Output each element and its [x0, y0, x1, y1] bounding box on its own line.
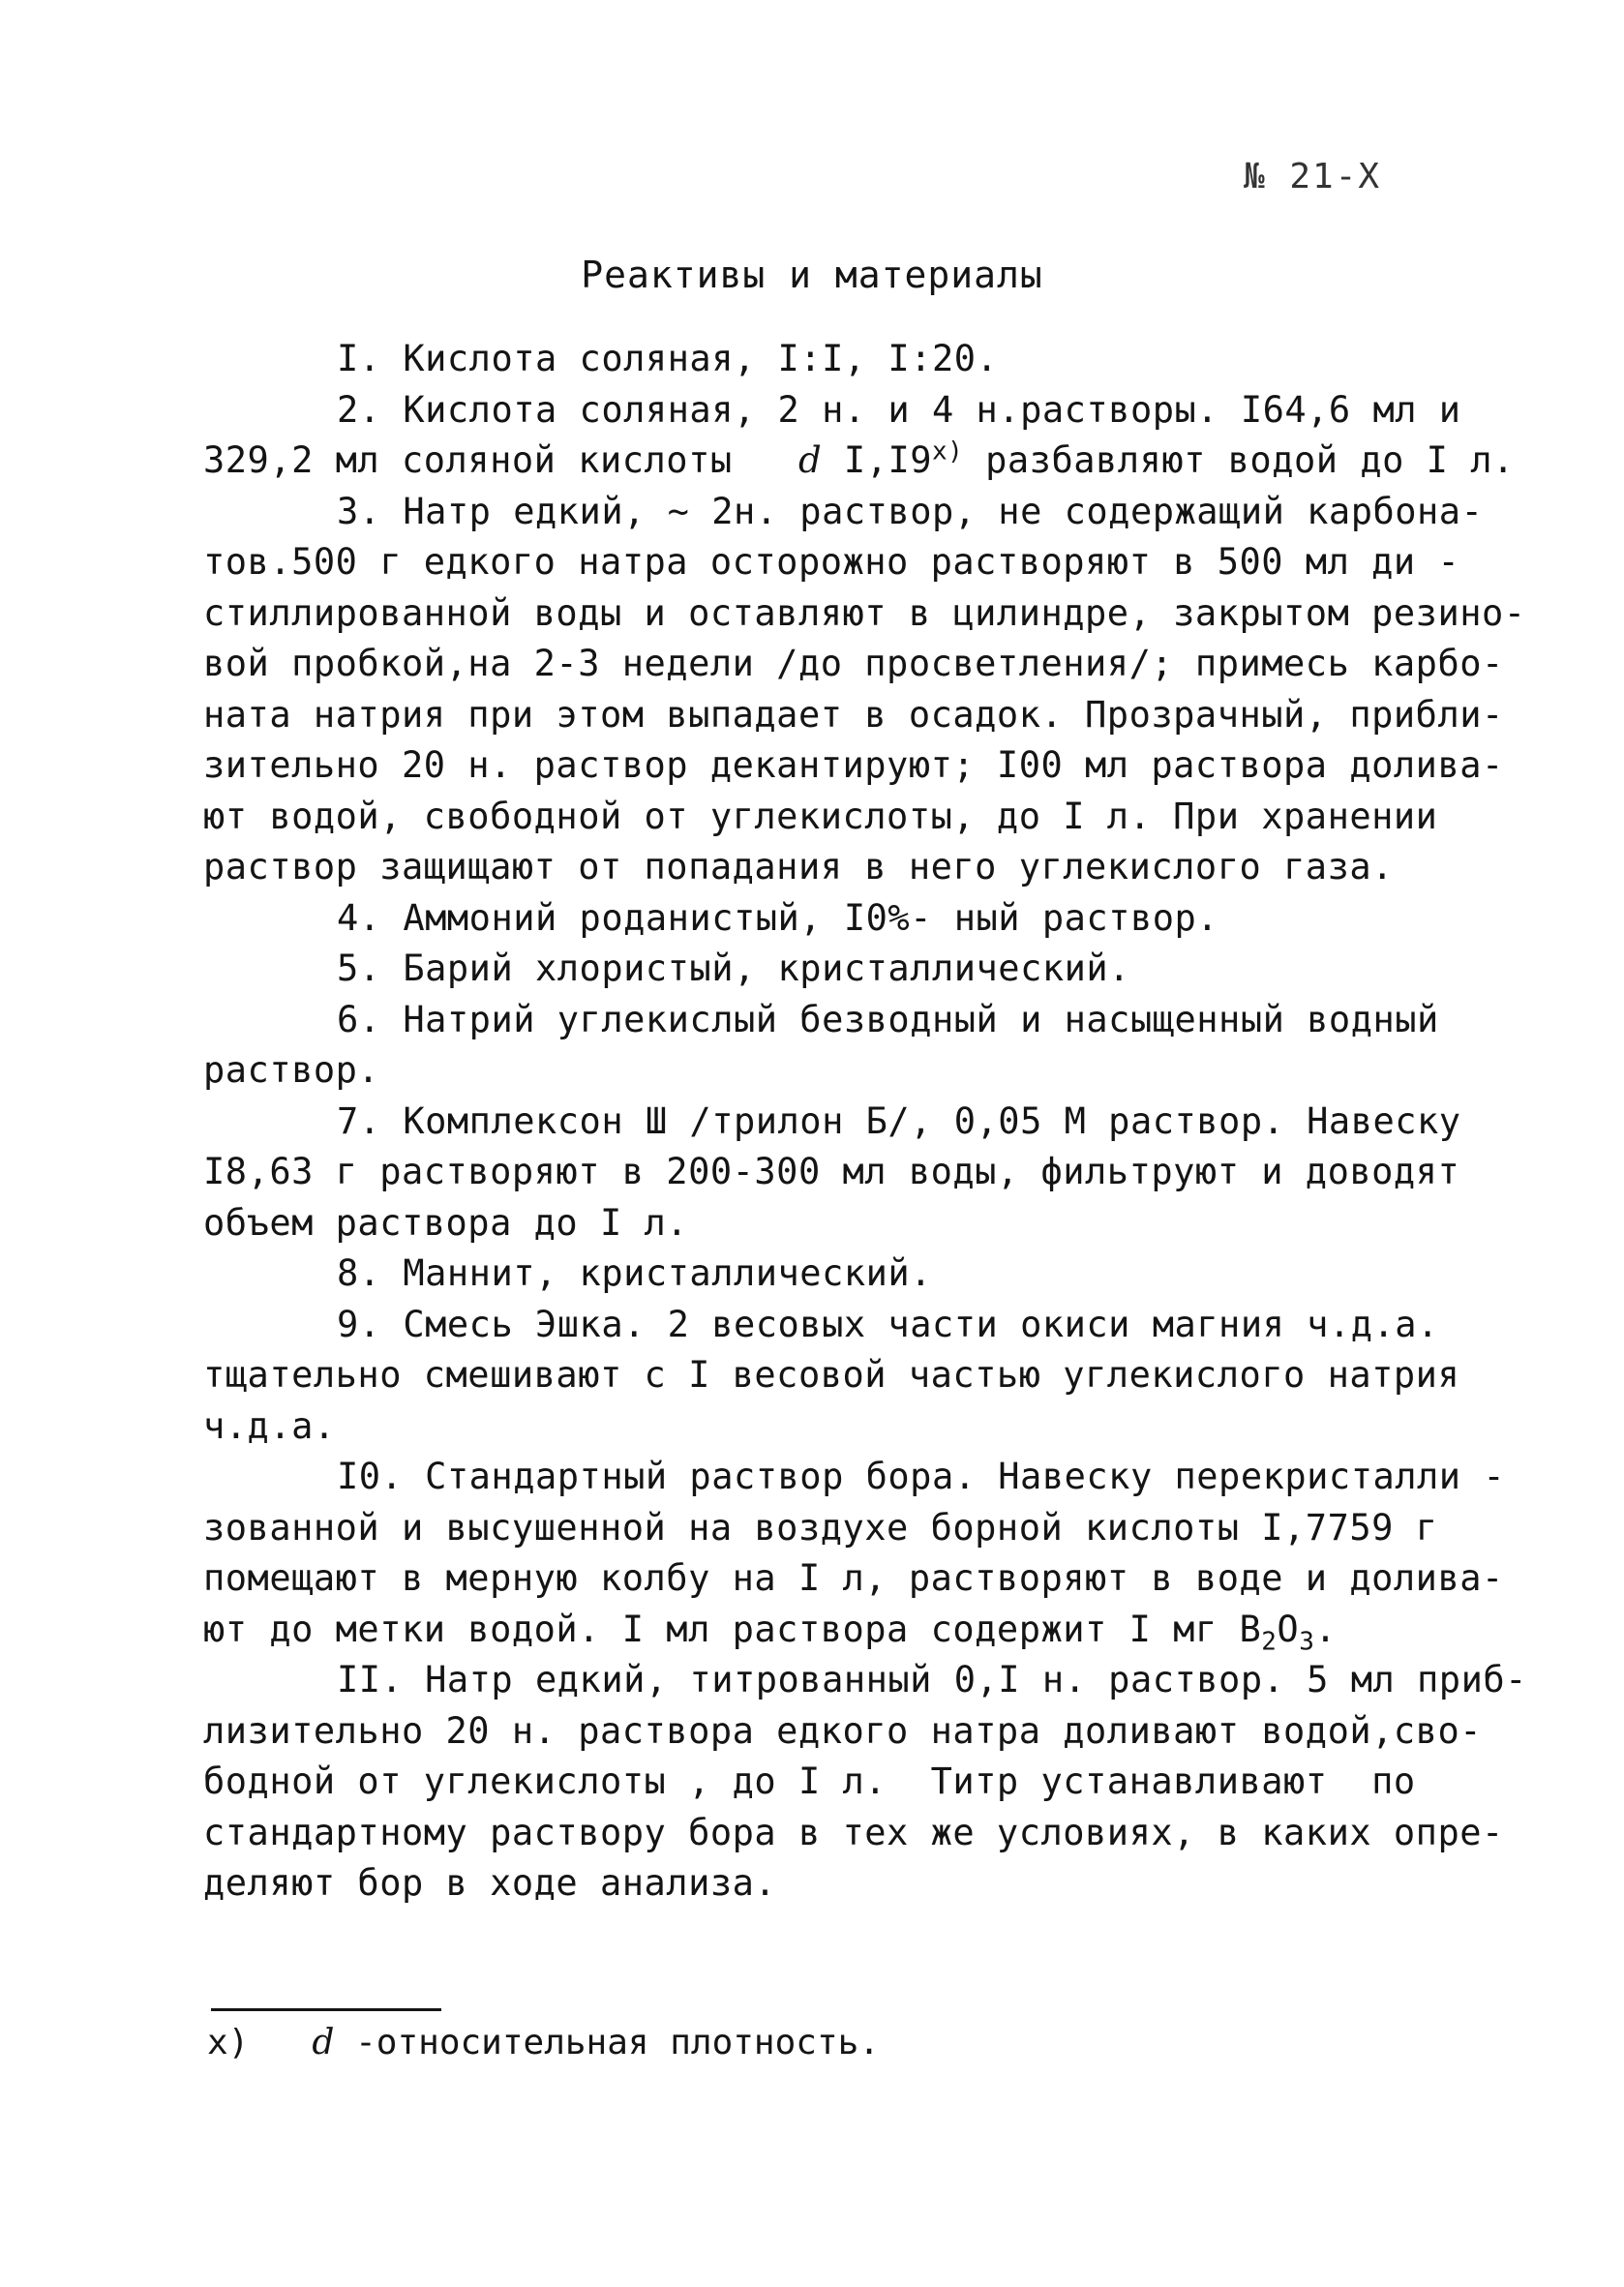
item-text: Натр едкий, ~ 2н. раствор, не содержащий карбона- [403, 490, 1484, 532]
footnote-mark: x) [932, 436, 964, 466]
item-text: тщательно смешивают с I весовой частью углекислого натрия [203, 1354, 1460, 1396]
item-text: зованной и высушенной на воздухе борной кислоты I,7759 г [203, 1506, 1438, 1549]
list-item-4 [203, 893, 1452, 945]
item-number: 6. [337, 998, 381, 1040]
footnote-text: -относительная плотность. [355, 2023, 880, 2062]
list-item-11 [203, 1655, 1527, 1910]
page-number: № 21-Х [1244, 157, 1382, 196]
formula-text: . [1314, 1608, 1338, 1650]
item-text: бодной от углекислоты , до I л. Титр устанавливают по [203, 1760, 1416, 1802]
footnote-mark: x) [207, 2023, 250, 2062]
list-item-2 [203, 385, 1515, 487]
formula-subscript: 2 [1261, 1626, 1278, 1656]
item-text: Стандартный раствор бора. Навеску перекристалли - [425, 1456, 1506, 1497]
item-number: I. [337, 338, 381, 379]
item-text: Натрий углекислый безводный и насыщенный водный [403, 998, 1439, 1040]
item-number: 3. [337, 490, 381, 532]
item-text: ют до метки водой. I мл раствора содержит I мг B [203, 1608, 1262, 1650]
list-item-10 [203, 1452, 1506, 1656]
formula-subscript: 3 [1299, 1626, 1315, 1656]
item-text: Натр едкий, титрованный 0,I н. раствор. 5 мл приб- [425, 1659, 1527, 1700]
footnote [207, 2023, 880, 2062]
item-number: II. [337, 1659, 404, 1700]
item-number: 5. [337, 948, 381, 989]
item-text: стиллированной воды и оставляют в цилиндре, закрытом резино- [203, 591, 1526, 634]
list-item-6 [203, 995, 1452, 1097]
density-symbol: d [312, 2023, 335, 2062]
list-item-1 [203, 334, 1452, 385]
item-text: тов.500 г едкого натра осторожно растворяют в 500 мл ди - [203, 541, 1460, 583]
item-number: 8. [337, 1252, 381, 1294]
item-text: ната натрия при этом выпадает в осадок. Прозрачный, прибли- [203, 693, 1504, 736]
item-text: ч.д.а. [203, 1404, 336, 1447]
item-text: стандартному раствору бора в тех же условиях, в каких опре- [203, 1811, 1504, 1853]
item-number: I0. [337, 1456, 404, 1497]
item-text: ют водой, свободной от углекислоты, до I л. При хранении [203, 795, 1438, 837]
item-number: 7. [337, 1099, 381, 1142]
list-item-7 [203, 1097, 1461, 1249]
page-title: Реактивы и материалы [581, 254, 1043, 296]
formula-text: O [1277, 1608, 1300, 1650]
item-text: Маннит, кристаллический. [403, 1252, 932, 1294]
document-body [203, 334, 1527, 1910]
list-item-8 [203, 1249, 1452, 1300]
item-text: Кислота соляная, 2 н. и 4 н.растворы. I64,6 мл и [403, 388, 1461, 431]
item-text: помещают в мерную колбу на I л, растворяют в воде и долива- [203, 1557, 1504, 1599]
item-text: Комплексон Ш /трилон Б/, 0,05 М раствор. Навеску [403, 1099, 1461, 1142]
item-text: 329,2 мл соляной кислоты [203, 439, 733, 481]
item-text: Барий хлористый, кристаллический. [403, 948, 1130, 989]
list-item-5 [203, 944, 1452, 995]
density-symbol: d [797, 439, 823, 481]
item-text: раствор защищают от попадания в него углекислого газа. [203, 846, 1394, 888]
footnote-divider [211, 2008, 441, 2011]
item-text: раствор. [203, 1049, 380, 1091]
item-text: зительно 20 н. раствор декантируют; I00 мл раствора долива- [203, 744, 1504, 786]
item-text: Смесь Эшка. 2 весовых части окиси магния ч.д.а. [403, 1303, 1439, 1345]
item-text: Аммоний роданистый, I0%- ный раствор. [403, 896, 1219, 939]
item-text: деляют бор в ходе анализа. [203, 1862, 777, 1904]
item-number: 2. [337, 388, 381, 431]
item-text: лизительно 20 н. раствора едкого натра доливают водой,сво- [203, 1709, 1483, 1752]
item-text: Кислота соляная, I:I, I:20. [403, 338, 999, 379]
item-text: объем раствора до I л. [203, 1201, 689, 1244]
list-item-3 [203, 487, 1526, 893]
list-item-9 [203, 1300, 1460, 1453]
density-value: I,I9 [843, 439, 933, 481]
item-number: 4. [337, 896, 381, 939]
item-text: I8,63 г растворяют в 200-300 мл воды, фильтруют и доводят [203, 1151, 1460, 1192]
item-number: 9. [337, 1303, 381, 1345]
item-text: разбавляют водой до I л. [985, 439, 1515, 481]
item-text: вой пробкой,на 2-3 недели /до просветления/; примесь карбо- [203, 643, 1504, 684]
